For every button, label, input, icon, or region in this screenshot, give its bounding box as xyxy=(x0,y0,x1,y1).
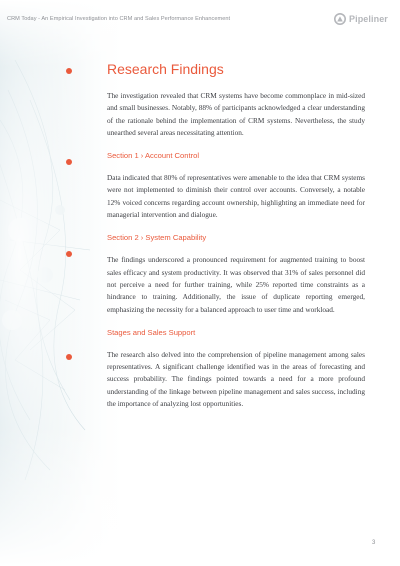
title-marker-dot xyxy=(66,68,72,74)
section-body: The research also delved into the comprehension of pipeline management among sales representatives. A significant challenge identified was in the areas of forecasting and success probability. The findings pointed towards a need for a more profound understanding of the linkage between pipeline management and sales success, including the importance of analyzing lost opportunities. xyxy=(107,349,365,409)
section-body: The findings underscored a pronounced requirement for augmented training to boost sales efficacy and system productivity. It was observed that 31% of sales personnel did not perceive a need for further training, while 25% reported time constraints as a hindrance to training. Additionally, the issue of duplicate reporting emerged, emphasizing the necessity for a balanced approach to user time and workload. xyxy=(107,255,365,314)
page-title: Research Findings xyxy=(107,61,224,77)
pipeliner-logo-icon xyxy=(334,13,346,25)
logo-text: Pipeliner xyxy=(349,14,388,24)
pipeliner-logo xyxy=(334,12,388,26)
section-body: Data indicated that 80% of representatives were amenable to the idea that CRM systems were not implemented to diminish their control over accounts. Conversely, a notable 12% voiced concerns regarding account ownership, highlighting an immediate need for managerial intervention and dialogue. xyxy=(107,173,365,220)
section-marker-dot xyxy=(66,251,72,257)
running-header: CRM Today - An Empirical Investigation into CRM and Sales Performance Enhancement xyxy=(7,16,231,22)
intro-paragraph: The investigation revealed that CRM systems have become commonplace in mid-sized and small businesses. Notably, 88% of participants acknowledged a clear understanding of the rationale behind the implementation of CRM systems. Nevertheless, the study unearthed several areas necessitating attention. xyxy=(107,91,365,137)
section-marker-dot xyxy=(66,354,72,360)
section-heading: Stages and Sales Support xyxy=(107,327,196,337)
main-content xyxy=(107,60,365,422)
section-heading: Section 2 › System Capability xyxy=(107,233,207,243)
page-number: 3 xyxy=(372,540,376,546)
section-heading: Section 1 › Account Control xyxy=(107,151,200,161)
section-marker-dot xyxy=(66,159,72,165)
